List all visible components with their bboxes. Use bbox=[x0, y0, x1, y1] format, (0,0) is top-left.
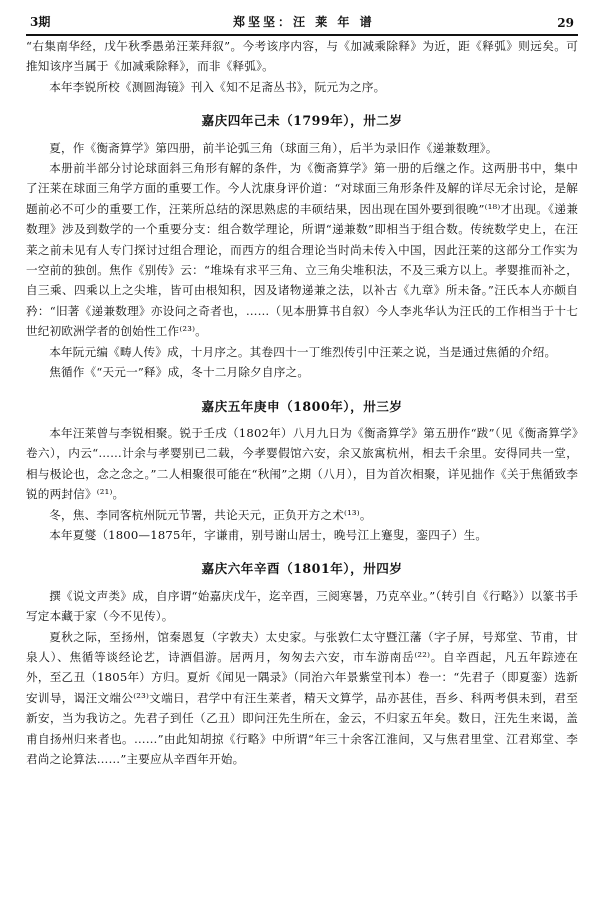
paragraph: 本年阮元编《畴人传》成，十月序之。其卷四十一丁维烈传引中汪莱之说，当是通过焦循的介绍。 bbox=[49, 344, 557, 359]
paragraph: “右集南华经，戊午秋季愚弟汪莱拜叙”。今考该序内容，与《加减乘除释》为近，距《释弧》则远矣。可推知该序当属于《加减乘除释》，而非《释弧》。 bbox=[26, 39, 578, 74]
issue-number: 3期 bbox=[30, 15, 51, 29]
paragraph: 本年夏燮（1800—1875年，字谦甫，别号谢山居士，晚号江上蹇叟，銮四子）生。 bbox=[49, 527, 488, 542]
page-number: 29 bbox=[557, 16, 574, 30]
paragraph: 夏，作《衡斋算学》第四册，前半论弧三角（球面三角），后半为录旧作《递兼数理》。 bbox=[49, 140, 498, 155]
running-title: 郑坚坚：汪 莱 年 谱 bbox=[233, 15, 375, 29]
article-body bbox=[26, 36, 578, 769]
year-heading: 嘉庆五年庚申（1800年），卅三岁 bbox=[201, 398, 403, 414]
year-heading: 嘉庆四年己未（1799年），卅二岁 bbox=[201, 113, 403, 129]
paragraph: 本年李锐所校《测圆海镜》刊入《知不足斋丛书》，阮元为之序。 bbox=[49, 79, 386, 94]
paragraph: 本册前半部分讨论球面斜三角形有解的条件，为《衡斋算学》第一册的后继之作。这两册书中，集中了汪莱在球面三角学方面的重要工作。今人沈康身评价道：“对球面三角形条件及解的详尽无余讨论，是解题前必不可少的重要工作，汪莱所总结的深思熟虑的丰硕结果，因出现在国外要到很晚”⁽¹⁸⁾才出现。《递兼数理》涉及到数学的一个重要分支：组合数学理论，所谓“递兼数”即相当于组合数。传统数学史上，在汪莱之前未见有人专门探讨过组合理论，而西方的组合理论当时尚未传入中国，因此汪莱的这部分工作实为一空前的独创。焦作《别传》云：“堆垛有求平三角、立三角尖堆积法，不及三乘方以上。孝婴推而补之，自三乘、四乘以上之尖堆，皆可由根知积，因及诸物递兼之法，以补古《九章》所未备。”汪氏本人亦颇自矜：“旧著《递兼数理》亦设问之奇者也，……（见本册算书自叙）今人李兆华认为汪氏的工作相当于十七世纪初欧洲学者的创始性工作⁽²³⁾。 bbox=[26, 161, 578, 339]
paragraph: 冬，焦、李同客杭州阮元节署，共论天元，正负开方之术⁽¹³⁾。 bbox=[49, 507, 372, 522]
running-header bbox=[26, 0, 578, 30]
paragraph: 撰《说文声类》成，自序谓“始嘉庆戊午，迄辛酉，三阅寒暑，乃克卒业。”（转引自《行略》）以篆书手写定本藏于家（今不见传）。 bbox=[26, 588, 578, 624]
paragraph: 夏秋之际，至扬州，馆秦恩复（字敦夫）太史家。与张敦仁太守暨江藩（字子屏，号郑堂、节甫，甘泉人）、焦循等谈经论艺，诗酒倡游。居两月，匆匆去六安，市车游南岳⁽²²⁾。自辛酉起，凡五年踪迹在外，至乙丑（1805年）方归。夏炘《闻见一隅录》（同治六年景紫堂刊本）卷一：“先君子（即夏銮）选新安训导，谒汪文端公⁽²³⁾文端日，君学中有汪生莱者，精天文算学，品亦甚佳，吾乡、科两考俱未到，君至新安，当为我访之。先君子到任（乙丑）即问汪先生所在，金云，不归家五年矣。数日，汪先生来谒，盖甫自扬州归来者也。……”由此知胡掠《行略》中所谓“年三十余客江淮间，又与焦君里堂、江君郑堂、李君尚之论算法……”主要应从辛酉年开始。 bbox=[26, 629, 578, 766]
paragraph: 焦循作《“天元一”释》成，冬十二月除夕自序之。 bbox=[49, 365, 310, 380]
year-heading: 嘉庆六年辛酉（1801年），卅四岁 bbox=[201, 561, 403, 577]
paragraph: 本年汪莱曾与李锐相聚。锐于壬戌（1802年）八月九日为《衡斋算学》第五册作“跋”（见《衡斋算学》卷六），内云“……计余与孝婴别已二载，今孝婴假馆六安，余又旅寓杭州，相去千余里。安得同共一堂，相与极论也，念之念之。”二人相聚很可能在“秋闱”之期（八月），目为首次相聚，详见拙作《关于焦循致李锐的两封信》⁽²¹⁾。 bbox=[26, 425, 578, 502]
